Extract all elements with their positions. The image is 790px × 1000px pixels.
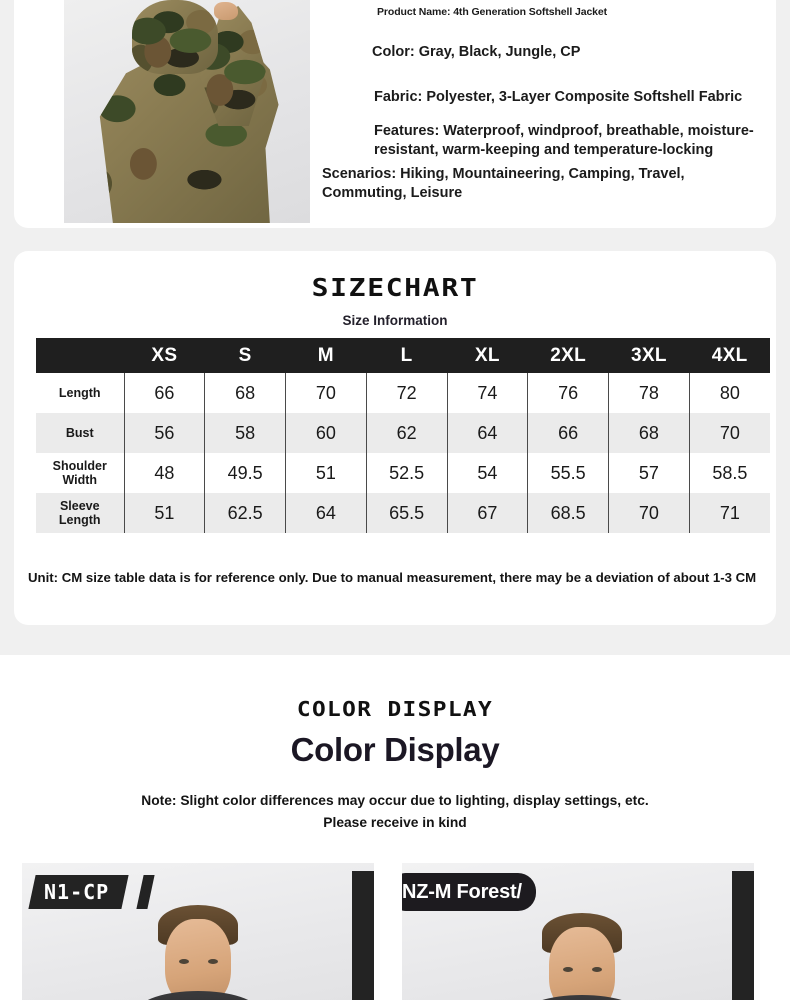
- size-chart-title: SIZECHART: [311, 273, 479, 302]
- product-name-line: Product Name: 4th Generation Softshell Jacket: [377, 6, 608, 18]
- table-row: [36, 453, 770, 493]
- size-chart-card: [14, 251, 776, 625]
- size-table-cell: 48: [124, 453, 205, 493]
- color-display-note-1: Note: Slight color differences may occur due to lighting, display settings, etc.: [141, 793, 649, 808]
- size-table-cell: 74: [447, 373, 528, 413]
- swatch-label-n1-cp-text: N1-CP: [44, 880, 110, 904]
- size-chart-note: Unit: CM size table data is for reference only. Due to manual measurement, there may be a deviation of about 1-3 CM: [28, 570, 757, 585]
- size-table-cell: 64: [447, 413, 528, 453]
- size-table-cell: 78: [609, 373, 690, 413]
- swatch1-model-eye-left: [179, 959, 189, 964]
- product-fabric-line: Fabric: Polyester, 3-Layer Composite Softshell Fabric: [374, 89, 743, 105]
- size-table-cell: 51: [124, 493, 205, 533]
- color-swatch-row: [0, 863, 790, 1000]
- swatch-label-slash-decoration: [136, 875, 154, 909]
- product-info-card: [14, 0, 776, 228]
- size-chart-table: [36, 338, 770, 533]
- size-table-cell: 76: [528, 373, 609, 413]
- swatch1-right-bar: [352, 871, 374, 1000]
- size-table-col-header-2xl: 2XL: [528, 338, 609, 373]
- size-table-row-label: Length: [36, 373, 124, 413]
- swatch-label-nz-m-forest: NZ-M Forest/: [402, 873, 536, 911]
- swatch2-model-eye-right: [592, 967, 602, 972]
- product-color-line: Color: Gray, Black, Jungle, CP: [372, 44, 581, 60]
- size-table-cell: 68: [609, 413, 690, 453]
- size-table-cell: 54: [447, 453, 528, 493]
- size-table-cell: 58: [205, 413, 286, 453]
- size-table-cell: 62: [366, 413, 447, 453]
- size-table-cell: 64: [286, 493, 367, 533]
- size-table-cell: 67: [447, 493, 528, 533]
- size-table-cell: 70: [286, 373, 367, 413]
- size-table-cell: 57: [609, 453, 690, 493]
- product-features-line: Features: Waterproof, windproof, breathable, moisture-resistant, warm-keeping and temperature-locking: [374, 123, 754, 159]
- size-table-cell: 55.5: [528, 453, 609, 493]
- color-display-note-2: Please receive in kind: [323, 815, 467, 830]
- size-table-cell: 70: [719, 422, 740, 443]
- jacket-hood: [132, 0, 218, 74]
- size-table-cell: 56: [124, 413, 205, 453]
- table-row: [36, 493, 770, 533]
- product-scenarios-line: Scenarios: Hiking, Mountaineering, Camping, Travel, Commuting, Leisure: [322, 166, 685, 202]
- size-table-header-row: [36, 338, 770, 373]
- size-table-cell: 49.5: [205, 453, 286, 493]
- product-photo[interactable]: [64, 0, 310, 223]
- size-table-cell: 62.5: [205, 493, 286, 533]
- size-table-corner-cell: [36, 338, 124, 373]
- size-table-row-label: Sleeve Length: [36, 493, 124, 533]
- size-table-cell: 72: [366, 373, 447, 413]
- swatch2-model-eye-left: [563, 967, 573, 972]
- size-table-cell: 51: [286, 453, 367, 493]
- swatch2-model-shoulders: [522, 995, 642, 1000]
- color-display-title: COLOR DISPLAY: [296, 697, 494, 721]
- size-table-col-header-l: L: [366, 338, 447, 373]
- size-table-col-header-s: S: [205, 338, 286, 373]
- size-table-cell: 80: [719, 382, 740, 403]
- color-swatch-nz-m-forest[interactable]: [402, 863, 754, 1000]
- size-table-cell: 52.5: [366, 453, 447, 493]
- table-row: [36, 413, 770, 453]
- table-row: [36, 373, 770, 413]
- size-table-cell: 65.5: [366, 493, 447, 533]
- swatch1-model-shoulders: [138, 991, 258, 1000]
- size-table-cell: 68.5: [528, 493, 609, 533]
- swatch2-model-face: [549, 927, 615, 1000]
- size-table-body: [36, 373, 770, 533]
- size-table-cell: 58.5: [712, 462, 748, 483]
- size-table-col-header-m: M: [286, 338, 367, 373]
- size-table-cell: 68: [205, 373, 286, 413]
- color-display-section: [0, 655, 790, 1000]
- color-swatch-n1-cp[interactable]: [22, 863, 374, 1000]
- size-chart-subtitle: Size Information: [342, 313, 448, 328]
- size-table-cell: 66: [528, 413, 609, 453]
- size-table-cell: 66: [124, 373, 205, 413]
- camouflage-pattern-hood: [132, 0, 218, 74]
- swatch-label-n1-cp: [28, 875, 128, 909]
- size-table-col-header-xl: XL: [447, 338, 528, 373]
- size-table-cell: 60: [286, 413, 367, 453]
- size-table-row-label: Bust: [36, 413, 124, 453]
- size-table-head: [36, 338, 770, 373]
- size-table-cell: 71: [719, 502, 740, 523]
- size-table-col-header-3xl: 3XL: [609, 338, 690, 373]
- product-specs: [322, 0, 776, 228]
- swatch2-right-bar: [732, 871, 754, 1000]
- color-display-heading: Color Display: [290, 731, 500, 768]
- size-table-col-header-4xl: 4XL: [689, 338, 770, 373]
- size-table-row-label: Shoulder Width: [36, 453, 124, 493]
- size-table-cell: 70: [609, 493, 690, 533]
- size-table-col-header-xs: XS: [124, 338, 205, 373]
- swatch1-model-eye-right: [208, 959, 218, 964]
- swatch1-model-face: [165, 919, 231, 1000]
